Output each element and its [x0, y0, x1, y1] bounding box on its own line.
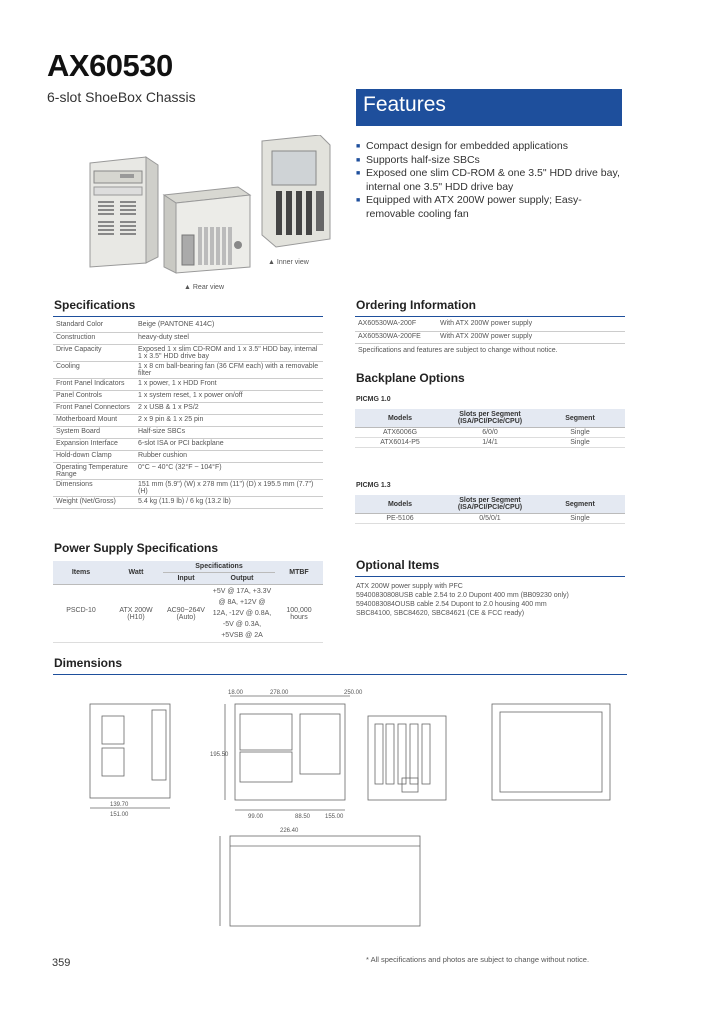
spec-key: Weight (Net/Gross) — [53, 496, 135, 508]
rear-dimension-drawing — [368, 716, 446, 800]
spec-key: Motherboard Mount — [53, 414, 135, 426]
spec-value: Rubber cushion — [135, 450, 323, 462]
picmg-10-label: PICMG 1.0 — [356, 396, 391, 403]
table-row — [53, 332, 323, 344]
col-slots: Slots per Segment (ISA/PCI/PCIe/CPU) — [445, 409, 535, 428]
table-row — [355, 331, 625, 343]
dimensions-rule — [53, 674, 627, 675]
optional-item: 59400830808USB cable 2.54 to 2.0 Dupont 400 mm (BB09230 only) — [356, 592, 569, 599]
col-output: Output — [209, 573, 275, 585]
spec-key: Construction — [53, 332, 135, 344]
spec-value: 151 mm (5.9") (W) x 278 mm (11") (D) x 195.5 mm (7.7") (H) — [135, 479, 323, 496]
spec-value: 2 x USB & 1 x PS/2 — [135, 402, 323, 414]
col-mtbf: MTBF — [275, 561, 323, 585]
table-row — [53, 479, 323, 496]
backplane-table-picmg10 — [355, 409, 625, 448]
spec-value: 6-slot ISA or PCI backplane — [135, 438, 323, 450]
optional-list — [356, 582, 626, 618]
spec-value: 2 x 9 pin & 1 x 25 pin — [135, 414, 323, 426]
dim-label: 195.50 — [210, 752, 229, 758]
spec-key: Hold-down Clamp — [53, 450, 135, 462]
picmg-13-label: PICMG 1.3 — [356, 482, 391, 489]
backplane-table-picmg13 — [355, 495, 625, 524]
side-dimension-drawing — [225, 696, 350, 810]
backplane-segment: Single — [535, 428, 625, 438]
table-row — [53, 414, 323, 426]
ordering-desc: With ATX 200W power supply — [437, 331, 625, 343]
optional-rule — [355, 576, 625, 577]
table-row — [53, 496, 323, 508]
table-row — [355, 319, 625, 331]
col-models: Models — [355, 409, 445, 428]
dim-label: 155.00 — [325, 814, 344, 820]
spec-value: Exposed 1 x slim CD-ROM and 1 x 3.5" HDD bay, internal 1 x 3.5" HDD drive bay — [135, 344, 323, 361]
backplane-slots: 1/4/1 — [445, 438, 535, 448]
backplane-heading: Backplane Options — [356, 371, 465, 385]
table-row — [53, 378, 323, 390]
spec-value: Beige (PANTONE 414C) — [135, 320, 323, 332]
spec-value: heavy-duty steel — [135, 332, 323, 344]
spec-value: Half-size SBCs — [135, 426, 323, 438]
psu-output: +5V @ 17A, +3.3V @ 8A, +12V @ 12A, -12V @ 0.8A, -5V @ 0.3A, +5VSB @ 2A — [209, 585, 275, 643]
psu-input: AC90~264V (Auto) — [163, 585, 209, 643]
front-view-image — [90, 157, 158, 267]
spec-key: Cooling — [53, 361, 135, 378]
feature-item: ■ Supports half-size SBCs — [356, 154, 626, 168]
col-segment: Segment — [535, 409, 625, 428]
ordering-table — [355, 319, 625, 344]
dimension-drawings — [80, 686, 625, 932]
backplane-slots: 6/0/0 — [445, 428, 535, 438]
dim-label: 99.00 — [248, 814, 264, 820]
ordering-heading: Ordering Information — [356, 298, 476, 312]
product-photos — [80, 135, 352, 295]
dim-label: 139.70 — [110, 802, 129, 808]
dim-label: 88.50 — [295, 814, 311, 820]
table-row — [355, 428, 625, 438]
spec-key: System Board — [53, 426, 135, 438]
table-row — [53, 344, 323, 361]
table-row — [53, 462, 323, 479]
page-number: 359 — [52, 957, 71, 969]
psu-item: PSCD-10 — [53, 585, 109, 643]
feature-item: ■ Equipped with ATX 200W power supply; Easy-removable cooling fan — [356, 194, 626, 221]
spec-key: Front Panel Connectors — [53, 402, 135, 414]
table-row — [53, 450, 323, 462]
product-subtitle: 6-slot ShoeBox Chassis — [47, 89, 196, 105]
table-row — [53, 320, 323, 332]
table-row — [53, 438, 323, 450]
optional-item: 5940083084OUSB cable 2.54 Dupont to 2.0 housing 400 mm — [356, 601, 547, 608]
dim-label: 250.00 — [344, 690, 363, 696]
table-row — [53, 402, 323, 414]
spec-value: 1 x power, 1 x HDD Front — [135, 378, 323, 390]
table-row — [53, 585, 323, 643]
optional-item: SBC84100, SBC84620, SBC84621 (CE & FCC ready) — [356, 610, 525, 617]
backplane-slots: 0/5/0/1 — [445, 514, 535, 524]
spec-key: Drive Capacity — [53, 344, 135, 361]
spec-value: 1 x 8 cm ball-bearing fan (36 CFM each) with a removable filter — [135, 361, 323, 378]
inner-view-caption: ▲ Inner view — [268, 259, 309, 266]
rear-view-image — [164, 187, 250, 273]
psu-watt: ATX 200W (H10) — [109, 585, 163, 643]
ordering-part: AX60530WA-200FE — [355, 331, 437, 343]
feature-item: ■ Compact design for embedded applications — [356, 140, 626, 154]
col-models: Models — [355, 495, 445, 514]
table-row — [53, 361, 323, 378]
features-heading: Features — [356, 89, 622, 126]
inner-view-image — [262, 135, 330, 247]
col-segment: Segment — [535, 495, 625, 514]
top-dimension-drawing — [492, 704, 610, 800]
col-watt: Watt — [109, 561, 163, 585]
power-supply-heading: Power Supply Specifications — [54, 541, 219, 555]
dimensions-heading: Dimensions — [54, 656, 123, 670]
table-row — [53, 390, 323, 402]
specifications-heading: Specifications — [54, 298, 136, 312]
spec-key: Front Panel Indicators — [53, 378, 135, 390]
backplane-segment: Single — [535, 514, 625, 524]
product-title: AX60530 — [47, 48, 173, 83]
backplane-segment: Single — [535, 438, 625, 448]
ordering-desc: With ATX 200W power supply — [437, 319, 625, 331]
power-supply-table — [53, 561, 323, 643]
ordering-note: Specifications and features are subject to change without notice. — [358, 347, 558, 354]
table-row — [355, 514, 625, 524]
dim-label: 278.00 — [270, 690, 289, 696]
dim-label: 151.00 — [110, 812, 129, 818]
specifications-rule — [53, 316, 323, 317]
optional-item: ATX 200W power supply with PFC — [356, 583, 463, 590]
backplane-model: ATX6006G — [355, 428, 445, 438]
col-items: Items — [53, 561, 109, 585]
footnote: * All specifications and photos are subject to change without notice. — [366, 955, 590, 964]
table-row — [53, 426, 323, 438]
spec-key: Expansion Interface — [53, 438, 135, 450]
front-dimension-drawing — [90, 704, 170, 808]
rear-view-caption: ▲ Rear view — [184, 284, 224, 291]
features-list — [356, 140, 626, 221]
col-slots: Slots per Segment (ISA/PCI/PCIe/CPU) — [445, 495, 535, 514]
dim-label: 18.00 — [228, 690, 244, 696]
ordering-rule — [355, 316, 625, 317]
psu-mtbf: 100,000 hours — [275, 585, 323, 643]
optional-heading: Optional Items — [356, 558, 440, 572]
spec-key: Dimensions — [53, 479, 135, 496]
backplane-model: ATX6014-P5 — [355, 438, 445, 448]
spec-key: Panel Controls — [53, 390, 135, 402]
dim-label: 226.40 — [280, 828, 299, 834]
ordering-part: AX60530WA-200F — [355, 319, 437, 331]
spec-value: 5.4 kg (11.9 lb) / 6 kg (13.2 lb) — [135, 496, 323, 508]
spec-key: Operating Temperature Range — [53, 462, 135, 479]
bottom-dimension-drawing — [220, 836, 420, 926]
spec-key: Standard Color — [53, 320, 135, 332]
col-input: Input — [163, 573, 209, 585]
feature-item: ■ Exposed one slim CD-ROM & one 3.5" HDD drive bay, internal one 3.5" HDD drive bay — [356, 167, 626, 194]
spec-value: 0°C ~ 40°C (32°F ~ 104°F) — [135, 462, 323, 479]
specifications-table — [53, 320, 323, 509]
backplane-model: PE-5106 — [355, 514, 445, 524]
table-row — [355, 438, 625, 448]
col-specifications: Specifications — [163, 561, 275, 573]
spec-value: 1 x system reset, 1 x power on/off — [135, 390, 323, 402]
